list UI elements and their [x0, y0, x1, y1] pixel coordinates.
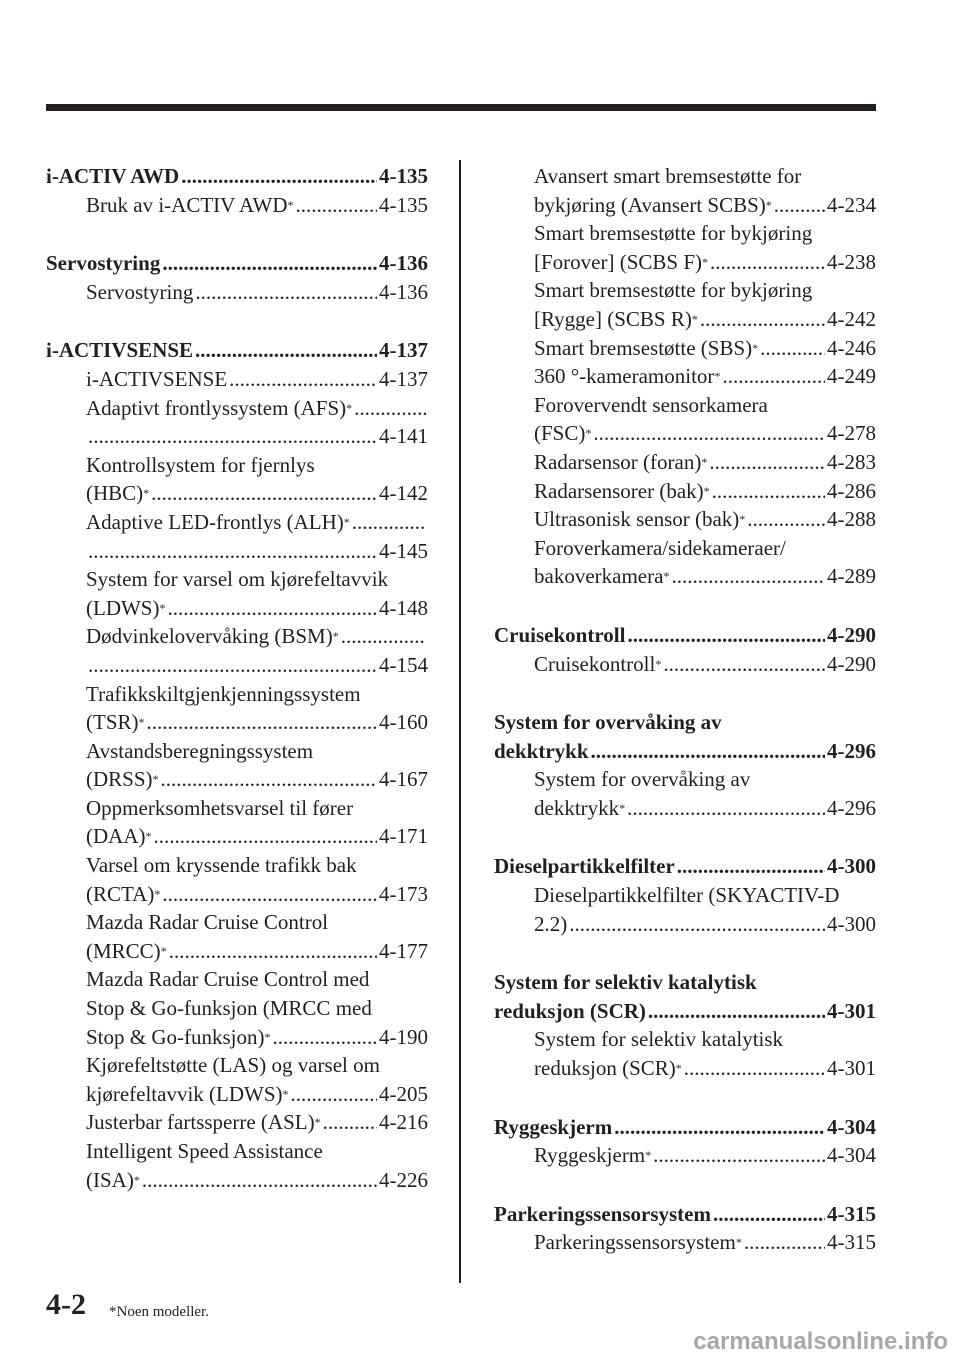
page-ref: 4-216	[379, 1110, 428, 1135]
entry-title: [Forover] (SCBS F)	[534, 249, 703, 274]
section-heading[interactable]	[494, 1200, 876, 1229]
page-ref: 4-283	[827, 449, 876, 474]
toc-entry[interactable]: Radarsensorer (bak) * ..... 4-286	[494, 477, 876, 506]
toc-entry[interactable]: Justerbar fartssperre (ASL) * ..... 4-216	[46, 1108, 428, 1137]
dot-leader	[167, 594, 377, 623]
toc-entry[interactable]: (MRCC) * ..... 4-177	[46, 937, 428, 966]
page-ref: 4-304	[827, 1114, 876, 1139]
toc-entry[interactable]	[46, 537, 428, 566]
toc-entry[interactable]	[494, 276, 876, 305]
entry-title: Dieselpartikkelfilter (SKYACTIV-D	[534, 883, 840, 908]
toc-entry[interactable]	[494, 881, 876, 910]
entry-title: Adaptivt frontlyssystem (AFS)	[86, 395, 347, 420]
dot-leader	[147, 708, 378, 737]
entry-title: Cruisekontroll	[494, 622, 626, 647]
entry-title: (RCTA)	[86, 881, 155, 906]
page-ref: 4-226	[379, 1167, 428, 1192]
toc-entry[interactable]: dekktrykk * ..... 4-296	[494, 794, 876, 823]
toc-entry[interactable]	[46, 451, 428, 480]
page-ref: 4-289	[827, 564, 876, 589]
page-ref: 4-137	[379, 338, 428, 363]
toc-entry[interactable]: Ryggeskjerm * ..... 4-304	[494, 1141, 876, 1170]
page-ref: 4-296	[827, 795, 876, 820]
dot-leader	[88, 422, 377, 451]
entry-title: i-ACTIVSENSE	[86, 366, 228, 391]
page-ref: 4-136	[379, 279, 428, 304]
toc-section	[46, 249, 428, 306]
section-heading[interactable]	[494, 968, 876, 997]
section-heading[interactable]	[46, 162, 428, 191]
toc-entry[interactable]: [Forover] (SCBS F) * ..... 4-238	[494, 248, 876, 277]
entry-title: Forovervendt sensorkamera	[534, 392, 768, 417]
page-ref: 4-142	[379, 481, 428, 506]
entry-title: (DAA)	[86, 824, 146, 849]
section-heading[interactable]	[494, 708, 876, 737]
dot-leader	[162, 249, 377, 278]
toc-section	[494, 162, 876, 591]
dot-leader	[709, 448, 825, 477]
page-ref: 4-315	[827, 1230, 876, 1255]
toc-entry[interactable]: (TSR) * ..... 4-160	[46, 708, 428, 737]
dot-leader	[627, 621, 825, 650]
page-ref: 4-286	[827, 478, 876, 503]
page-ref: 4-173	[379, 881, 428, 906]
dot-leader	[273, 1023, 378, 1052]
toc-entry[interactable]: (LDWS) * ..... 4-148	[46, 594, 428, 623]
entry-title: [Rygge] (SCBS R)	[534, 306, 692, 331]
entry-title: Servostyring	[46, 251, 161, 276]
page-ref: 4-234	[827, 192, 876, 217]
dot-leader	[722, 362, 825, 391]
toc-entry[interactable]: Bruk av i-ACTIV AWD * ..... 4-135	[46, 191, 428, 220]
toc-entry[interactable]: Cruisekontroll * ..... 4-290	[494, 650, 876, 679]
dot-leader	[161, 765, 377, 794]
toc-entry[interactable]	[46, 651, 428, 680]
entry-title: Cruisekontroll	[534, 651, 656, 676]
page-ref: 4-177	[379, 938, 428, 963]
entry-title: Radarsensorer (bak)	[534, 478, 704, 503]
entry-title: kjørefeltavvik (LDWS)	[86, 1081, 283, 1106]
dot-leader	[195, 278, 377, 307]
entry-title: System for varsel om kjørefeltavvik	[86, 567, 389, 592]
entry-title: (FSC)	[534, 421, 586, 446]
entry-title: Mazda Radar Cruise Control med	[86, 967, 370, 992]
entry-title: bakoverkamera	[534, 564, 664, 589]
toc-entry[interactable]: (HBC) * ..... 4-142	[46, 479, 428, 508]
toc-entry[interactable]: Stop & Go-funksjon) * ..... 4-190	[46, 1023, 428, 1052]
section-heading[interactable]	[494, 852, 876, 881]
entry-title: Servostyring	[86, 279, 194, 304]
page-ref: 4-290	[827, 622, 876, 647]
page-ref: 4-145	[379, 538, 428, 563]
entry-title: (DRSS)	[86, 767, 153, 792]
toc-entry[interactable]: (RCTA) * ..... 4-173	[46, 880, 428, 909]
entry-title: Avstandsberegningssystem	[86, 738, 314, 763]
dot-leader	[648, 997, 825, 1026]
page-ref: 4-300	[827, 854, 876, 879]
dot-leader	[713, 1200, 825, 1229]
toc-entry[interactable]: Adaptivt frontlyssystem (AFS) * .....	[46, 394, 428, 423]
entry-title: Varsel om kryssende trafikk bak	[86, 853, 357, 878]
dot-leader	[747, 505, 825, 534]
dot-leader	[671, 562, 825, 591]
entry-title: Bruk av i-ACTIV AWD	[86, 192, 288, 217]
toc-entry[interactable]: Dødvinkelovervåking (BSM) * .....	[46, 622, 428, 651]
dot-leader	[195, 336, 377, 365]
page-ref: 4-148	[379, 595, 428, 620]
page-ref: 4-190	[379, 1024, 428, 1049]
toc-entry[interactable]: bykjøring (Avansert SCBS) * ..... 4-234	[494, 191, 876, 220]
entry-title: Stop & Go-funksjon (MRCC med	[86, 996, 372, 1021]
entry-title: i-ACTIV AWD	[46, 164, 180, 188]
page-ref: 4-205	[379, 1081, 428, 1106]
dot-leader	[88, 651, 377, 680]
dot-leader	[352, 508, 426, 537]
dot-leader	[760, 334, 825, 363]
page-ref: 4-296	[827, 738, 876, 763]
toc-section	[494, 621, 876, 678]
entry-title: System for selektiv katalytisk	[494, 970, 757, 995]
page-ref: 4-136	[379, 251, 428, 276]
page-ref: 4-167	[379, 767, 428, 792]
page-ref: 4-246	[827, 335, 876, 360]
toc-entry[interactable]: (DRSS) * ..... 4-167	[46, 765, 428, 794]
entry-title: Radarsensor (foran)	[534, 449, 702, 474]
entry-title: Kontrollsystem for fjernlys	[86, 452, 315, 477]
dot-leader	[591, 737, 825, 766]
dot-leader	[627, 794, 825, 823]
entry-title: reduksjon (SCR)	[494, 998, 646, 1023]
entry-title: System for overvåking av	[534, 767, 751, 792]
page-ref: 4-249	[827, 364, 876, 389]
section-heading[interactable]	[494, 621, 876, 650]
toc-entry[interactable]	[494, 910, 876, 939]
dot-leader	[162, 880, 377, 909]
entry-title: Foroverkamera/sidekameraer/	[534, 535, 786, 560]
dot-leader	[663, 650, 825, 679]
toc-entry[interactable]	[494, 219, 876, 248]
toc-entry[interactable]: (DAA) * ..... 4-171	[46, 822, 428, 851]
entry-title: Smart bremsestøtte (SBS)	[534, 335, 753, 360]
entry-title: Intelligent Speed Assistance	[86, 1139, 323, 1163]
entry-title: dekktrykk	[534, 795, 620, 820]
page-ref: 4-301	[827, 1056, 876, 1081]
entry-title: dekktrykk	[494, 738, 589, 763]
section-heading[interactable]	[46, 249, 428, 278]
dot-leader	[181, 162, 377, 191]
entry-title: Smart bremsestøtte for bykjøring	[534, 221, 813, 246]
entry-title: Parkeringssensorsystem	[534, 1230, 736, 1255]
toc-entry[interactable]	[46, 565, 428, 594]
section-heading[interactable]	[46, 336, 428, 365]
toc-entry[interactable]: Parkeringssensorsystem * ..... 4-315	[494, 1228, 876, 1257]
dot-leader	[88, 537, 377, 566]
section-heading[interactable]	[494, 1113, 876, 1142]
toc-entry[interactable]: kjørefeltavvik (LDWS) * ..... 4-205	[46, 1080, 428, 1109]
entry-title: (TSR)	[86, 710, 139, 735]
section-heading[interactable]	[494, 997, 876, 1026]
dot-leader	[774, 191, 825, 220]
toc-section	[494, 852, 876, 938]
dot-leader	[354, 394, 426, 423]
entry-title: System for selektiv katalytisk	[534, 1027, 784, 1052]
toc-left-column	[46, 162, 428, 1224]
dot-leader	[151, 479, 377, 508]
toc-entry[interactable]	[494, 534, 876, 563]
dot-leader	[614, 1113, 825, 1142]
page-ref: 4-135	[379, 192, 428, 217]
page-ref: 4-160	[379, 710, 428, 735]
toc-entry[interactable]	[494, 1025, 876, 1054]
toc-entry[interactable]: bakoverkamera * ..... 4-289	[494, 562, 876, 591]
toc-right-column	[494, 162, 876, 1287]
toc-entry[interactable]: (FSC) * ..... 4-278	[494, 419, 876, 448]
toc-entry[interactable]: Smart bremsestøtte (SBS) * ..... 4-246	[494, 334, 876, 363]
toc-entry[interactable]: Ultrasonisk sensor (bak) * ..... 4-288	[494, 505, 876, 534]
entry-title: Stop & Go-funksjon)	[86, 1024, 265, 1049]
page-ref: 4-154	[379, 652, 428, 677]
header-rule	[46, 104, 876, 111]
dot-leader	[653, 1141, 825, 1170]
toc-entry[interactable]	[46, 278, 428, 307]
entry-title: Avansert smart bremsestøtte for	[534, 164, 802, 188]
dot-leader	[341, 622, 426, 651]
dot-leader	[229, 365, 377, 394]
entry-title: Trafikkskiltgjenkjenningssystem	[86, 681, 361, 706]
toc-entry[interactable]	[494, 765, 876, 794]
entry-title: Ryggeskjerm	[534, 1143, 646, 1168]
entry-title: (HBC)	[86, 481, 144, 506]
dot-leader	[684, 1054, 825, 1083]
entry-title: (MRCC)	[86, 938, 161, 963]
entry-title: Smart bremsestøtte for bykjøring	[534, 278, 813, 303]
toc-entry[interactable]	[46, 994, 428, 1023]
entry-title: Oppmerksomhetsvarsel til fører	[86, 795, 354, 820]
dot-leader	[593, 419, 825, 448]
entry-title: Dieselpartikkelfilter	[494, 854, 675, 879]
page-ref: 4-301	[827, 998, 876, 1023]
page-ref: 4-300	[827, 911, 876, 936]
page-ref: 4-171	[379, 824, 428, 849]
entry-title: i-ACTIVSENSE	[46, 338, 194, 363]
page-ref: 4-315	[827, 1201, 876, 1226]
dot-leader	[291, 1080, 377, 1109]
toc-section	[494, 708, 876, 822]
toc-section	[494, 968, 876, 1082]
page-number: 4-2	[46, 1288, 86, 1321]
page-ref: 4-278	[827, 421, 876, 446]
footnote: *Noen modeller.	[109, 1304, 209, 1320]
dot-leader	[677, 852, 825, 881]
toc-entry[interactable]	[46, 365, 428, 394]
entry-title: Adaptive LED-frontlys (ALH)	[86, 509, 344, 534]
page-ref: 4-242	[827, 306, 876, 331]
section-heading[interactable]	[494, 737, 876, 766]
toc-entry[interactable]	[46, 908, 428, 937]
toc-entry[interactable]	[46, 794, 428, 823]
toc-entry[interactable]: 360 °-kameramonitor * ..... 4-249	[494, 362, 876, 391]
toc-entry[interactable]	[46, 680, 428, 709]
toc-entry[interactable]	[46, 422, 428, 451]
toc-entry[interactable]	[46, 1051, 428, 1080]
toc-entry[interactable]	[494, 391, 876, 420]
dot-leader	[169, 937, 377, 966]
toc-section	[494, 1200, 876, 1257]
page-ref: 4-290	[827, 651, 876, 676]
dot-leader	[153, 822, 377, 851]
entry-title: Ryggeskjerm	[494, 1114, 613, 1139]
entry-title: 2.2)	[534, 911, 568, 936]
entry-title: Dødvinkelovervåking (BSM)	[86, 624, 333, 649]
toc-section	[494, 1113, 876, 1170]
page-ref: 4-137	[379, 366, 428, 391]
toc-entry[interactable]	[46, 851, 428, 880]
dot-leader	[712, 477, 825, 506]
watermark: carmanualsonline.info	[693, 1328, 948, 1355]
page-ref: 4-304	[827, 1143, 876, 1168]
entry-title: System for overvåking av	[494, 710, 722, 735]
toc-entry[interactable]	[46, 965, 428, 994]
entry-title: (ISA)	[86, 1167, 134, 1192]
toc-section	[46, 336, 428, 1194]
toc-entry[interactable]	[494, 162, 876, 191]
entry-title: Ultrasonisk sensor (bak)	[534, 507, 740, 532]
entry-title: (LDWS)	[86, 595, 160, 620]
toc-entry[interactable]: Radarsensor (foran) * ..... 4-283	[494, 448, 876, 477]
toc-entry[interactable]	[46, 737, 428, 766]
toc-entry[interactable]: Adaptive LED-frontlys (ALH) * .....	[46, 508, 428, 537]
toc-entry[interactable]: reduksjon (SCR) * ..... 4-301	[494, 1054, 876, 1083]
dot-leader	[296, 191, 378, 220]
dot-leader	[710, 248, 825, 277]
toc-entry[interactable]: [Rygge] (SCBS R) * ..... 4-242	[494, 305, 876, 334]
entry-title: reduksjon (SCR)	[534, 1056, 676, 1081]
dot-leader	[700, 305, 825, 334]
entry-title: bykjøring (Avansert SCBS)	[534, 192, 766, 217]
page-ref: 4-288	[827, 507, 876, 532]
toc-entry[interactable]: (ISA) * ..... 4-226	[46, 1166, 428, 1195]
dot-leader	[142, 1166, 377, 1195]
entry-title: Justerbar fartssperre (ASL)	[86, 1110, 315, 1135]
dot-leader	[323, 1108, 377, 1137]
dot-leader	[569, 910, 825, 939]
page-ref: 4-238	[827, 249, 876, 274]
column-divider	[459, 160, 461, 1283]
dot-leader	[744, 1228, 825, 1257]
toc-entry[interactable]	[46, 1137, 428, 1166]
entry-title: Kjørefeltstøtte (LAS) og varsel om	[86, 1053, 380, 1078]
page-ref: 4-135	[379, 164, 428, 188]
page-ref: 4-141	[379, 424, 428, 449]
entry-title: 360 °-kameramonitor	[534, 364, 715, 389]
entry-title: Parkeringssensorsystem	[494, 1201, 711, 1226]
entry-title: Mazda Radar Cruise Control	[86, 910, 329, 935]
toc-section	[46, 162, 428, 219]
